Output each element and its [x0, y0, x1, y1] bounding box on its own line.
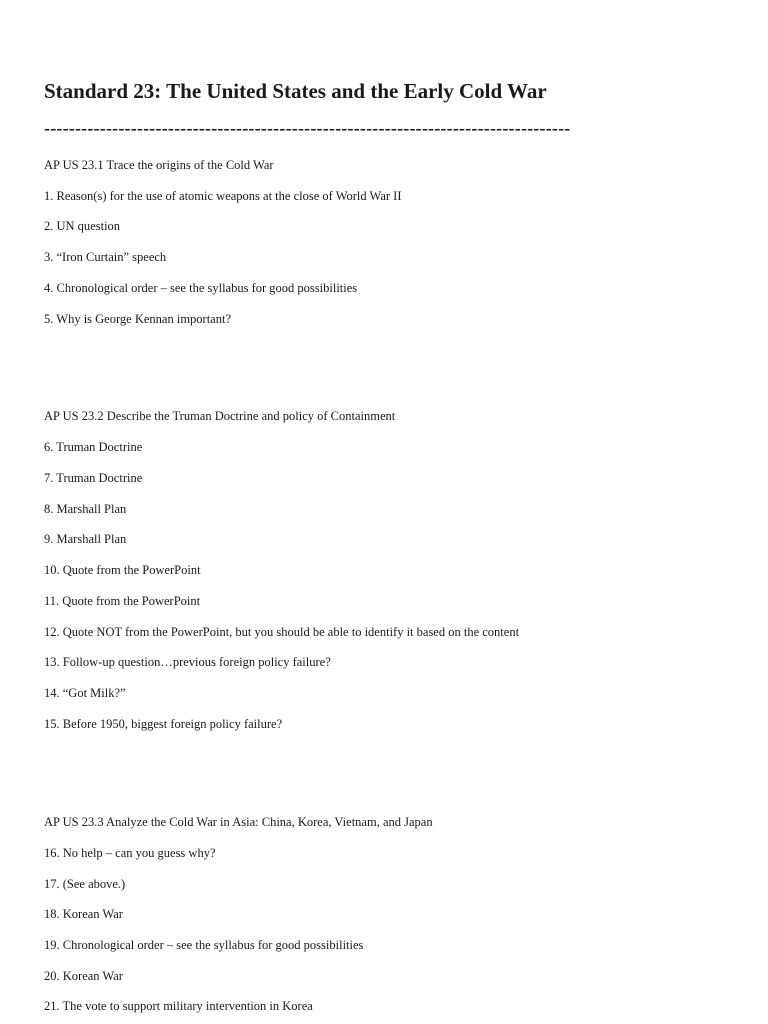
list-item: 3. “Iron Curtain” speech: [44, 250, 167, 264]
list-item: 16. No help – can you guess why?: [44, 846, 216, 860]
list-item: 5. Why is George Kennan important?: [44, 312, 231, 326]
section-heading: AP US 23.3 Analyze the Cold War in Asia: China, Korea, Vietnam, and Japan: [44, 815, 433, 829]
list-item: 21. The vote to support military intervention in Korea: [44, 999, 313, 1013]
list-item: 10. Quote from the PowerPoint: [44, 563, 201, 577]
section-heading: AP US 23.1 Trace the origins of the Cold War: [44, 158, 274, 172]
list-item: 14. “Got Milk?”: [44, 686, 126, 700]
list-item: 2. UN question: [44, 219, 121, 233]
list-item: 1. Reason(s) for the use of atomic weapons at the close of World War II: [44, 189, 402, 203]
list-item: 8. Marshall Plan: [44, 502, 127, 516]
list-item: 11. Quote from the PowerPoint: [44, 594, 201, 608]
list-item: 4. Chronological order – see the syllabus for good possibilities: [44, 281, 358, 295]
list-item: 19. Chronological order – see the syllabus for good possibilities: [44, 938, 364, 952]
list-item: 17. (See above.): [44, 877, 126, 891]
list-item: 9. Marshall Plan: [44, 532, 127, 546]
list-item: 20. Korean War: [44, 969, 123, 983]
list-item: 15. Before 1950, biggest foreign policy failure?: [44, 717, 283, 731]
list-item: 7. Truman Doctrine: [44, 471, 143, 485]
section-heading: AP US 23.2 Describe the Truman Doctrine and policy of Containment: [44, 409, 396, 423]
list-item: 18. Korean War: [44, 907, 123, 921]
list-item: 6. Truman Doctrine: [44, 440, 143, 454]
divider-line: -------------------------------------------------------------------------------------: [44, 118, 571, 138]
list-item: 12. Quote NOT from the PowerPoint, but you should be able to identify it based on the content: [44, 625, 520, 639]
document-title: Standard 23: The United States and the Early Cold War: [44, 79, 547, 103]
list-item: 13. Follow-up question…previous foreign policy failure?: [44, 655, 331, 669]
